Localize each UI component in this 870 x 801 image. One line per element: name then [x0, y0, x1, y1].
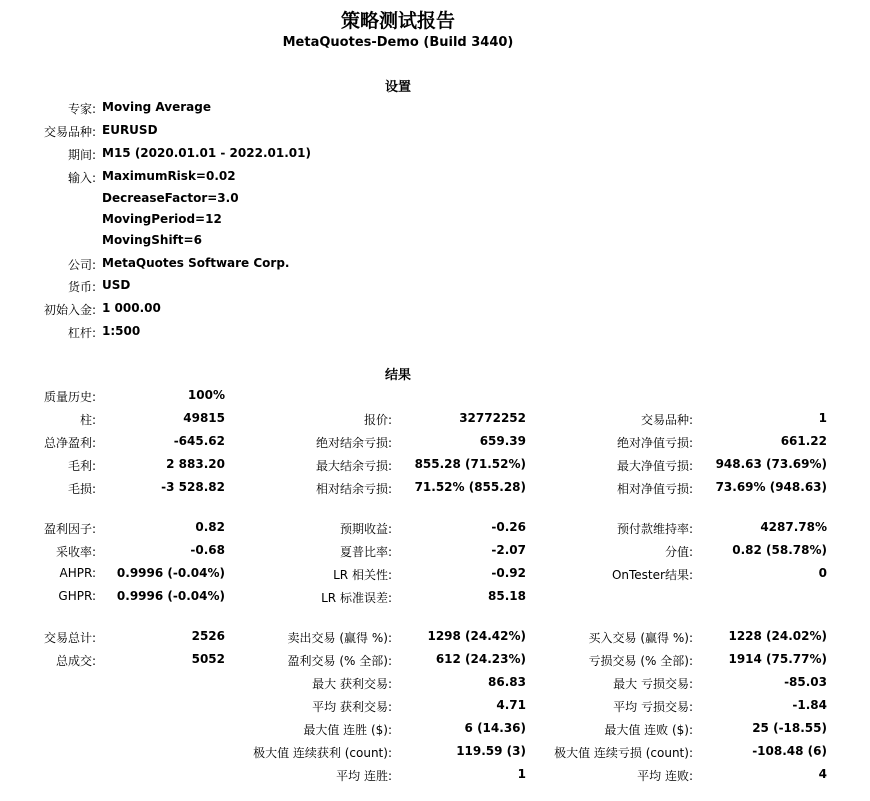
result-value: -0.26 [491, 520, 526, 534]
report-title: 策略测试报告 [340, 10, 455, 32]
result-value: 2 883.20 [166, 457, 225, 471]
result-label: 盈利交易 (% 全部): [287, 654, 392, 668]
result-label: OnTester结果: [611, 568, 693, 582]
result-label: 亏损交易 (% 全部): [588, 654, 693, 668]
result-label: 平均 连胜: [336, 769, 392, 783]
setting-value-symbol: EURUSD [102, 123, 158, 137]
result-value: 73.69% (948.63) [715, 480, 827, 494]
result-value: 4.71 [496, 698, 526, 712]
result-label: 交易品种: [640, 413, 693, 427]
setting-label-currency: 货币: [67, 280, 96, 294]
result-value: -645.62 [173, 434, 225, 448]
setting-label-symbol: 交易品种: [43, 125, 96, 139]
result-value: 85.18 [488, 589, 526, 603]
result-label: 夏普比率: [339, 545, 392, 559]
result-value: 71.52% (855.28) [414, 480, 526, 494]
result-label: 毛利: [67, 459, 96, 473]
result-value: 612 (24.23%) [435, 652, 526, 666]
result-value: 1228 (24.02%) [728, 629, 827, 643]
setting-value-currency: USD [102, 278, 131, 292]
setting-value-input-3: MovingPeriod=12 [102, 212, 222, 226]
result-label: 最大净值亏损: [616, 459, 693, 473]
result-label: 报价: [363, 413, 392, 427]
result-label: 最大 亏损交易: [613, 677, 693, 691]
result-label: 绝对结余亏损: [315, 436, 392, 450]
results-heading: 结果 [384, 368, 411, 383]
result-label: 预付款维持率: [616, 522, 693, 536]
result-value: -0.92 [491, 566, 526, 580]
result-value: 32772252 [459, 411, 526, 425]
setting-value-input-2: DecreaseFactor=3.0 [102, 191, 239, 205]
result-value: -3 528.82 [161, 480, 225, 494]
result-label: 预期收益: [339, 522, 392, 536]
result-value: 1298 (24.42%) [427, 629, 526, 643]
setting-value-input-1: MaximumRisk=0.02 [102, 169, 236, 183]
result-label: 总成交: [55, 654, 96, 668]
result-value: 2526 [191, 629, 225, 643]
result-label: 相对净值亏损: [616, 482, 693, 496]
result-value: 119.59 (3) [456, 744, 526, 758]
result-value: 1 [517, 767, 526, 781]
result-label: 质量历史: [43, 390, 96, 404]
setting-label-deposit: 初始入金: [43, 303, 96, 317]
result-label: 卖出交易 (赢得 %): [287, 631, 392, 645]
result-label: 平均 获利交易: [312, 700, 392, 714]
result-value: -85.03 [784, 675, 827, 689]
setting-label-company: 公司: [67, 258, 96, 272]
result-value: 49815 [183, 411, 225, 425]
result-value: 0 [818, 566, 827, 580]
result-value: 659.39 [479, 434, 526, 448]
result-label: 最大值 连败 ($): [604, 723, 693, 737]
result-value: 6 (14.36) [464, 721, 526, 735]
setting-value-company: MetaQuotes Software Corp. [102, 256, 290, 270]
result-label: 交易总计: [43, 631, 96, 645]
result-label: LR 标准误差: [321, 591, 392, 605]
result-label: 柱: [79, 413, 96, 427]
result-value: 0.9996 (-0.04%) [116, 589, 225, 603]
setting-value-deposit: 1 000.00 [102, 301, 161, 315]
result-value: 4287.78% [760, 520, 827, 534]
setting-value-expert: Moving Average [102, 100, 211, 114]
result-label: 买入交易 (赢得 %): [588, 631, 693, 645]
setting-label-inputs: 输入: [67, 171, 96, 185]
result-value: 1 [818, 411, 827, 425]
result-value: 948.63 (73.69%) [715, 457, 827, 471]
result-label: 采收率: [55, 545, 96, 559]
setting-value-period: M15 (2020.01.01 - 2022.01.01) [102, 146, 311, 160]
result-value: 5052 [191, 652, 225, 666]
result-value: -0.68 [190, 543, 225, 557]
result-label: 相对结余亏损: [315, 482, 392, 496]
report-subtitle: MetaQuotes-Demo (Build 3440) [282, 35, 514, 50]
result-label: 盈利因子: [43, 522, 96, 536]
setting-label-leverage: 杠杆: [67, 326, 96, 340]
result-label: 最大结余亏损: [315, 459, 392, 473]
result-label: GHPR: [58, 589, 96, 603]
result-value: 1914 (75.77%) [728, 652, 827, 666]
result-label: 分值: [664, 545, 693, 559]
result-label: LR 相关性: [333, 568, 392, 582]
result-label: AHPR: [59, 566, 96, 580]
result-label: 毛损: [67, 482, 96, 496]
result-value: 661.22 [780, 434, 827, 448]
result-value: 86.83 [488, 675, 526, 689]
result-value: 0.82 [195, 520, 225, 534]
result-value: 4 [818, 767, 827, 781]
result-value: 855.28 (71.52%) [414, 457, 526, 471]
setting-value-leverage: 1:500 [102, 324, 141, 338]
setting-label-expert: 专家: [67, 102, 96, 116]
result-label: 最大值 连胜 ($): [303, 723, 392, 737]
result-value: -108.48 (6) [752, 744, 827, 758]
settings-heading: 设置 [384, 80, 411, 95]
result-value: 0.9996 (-0.04%) [116, 566, 225, 580]
result-label: 绝对净值亏损: [616, 436, 693, 450]
result-label: 总净盈利: [43, 436, 96, 450]
result-value: 100% [187, 388, 225, 402]
result-value: -2.07 [491, 543, 526, 557]
result-label: 极大值 连续获利 (count): [253, 746, 392, 760]
result-label: 极大值 连续亏损 (count): [554, 746, 693, 760]
result-value: 25 (-18.55) [752, 721, 827, 735]
setting-label-period: 期间: [67, 148, 96, 162]
result-value: -1.84 [792, 698, 827, 712]
result-label: 最大 获利交易: [312, 677, 392, 691]
setting-value-input-4: MovingShift=6 [102, 233, 202, 247]
result-label: 平均 连败: [637, 769, 693, 783]
result-value: 0.82 (58.78%) [732, 543, 827, 557]
result-label: 平均 亏损交易: [613, 700, 693, 714]
